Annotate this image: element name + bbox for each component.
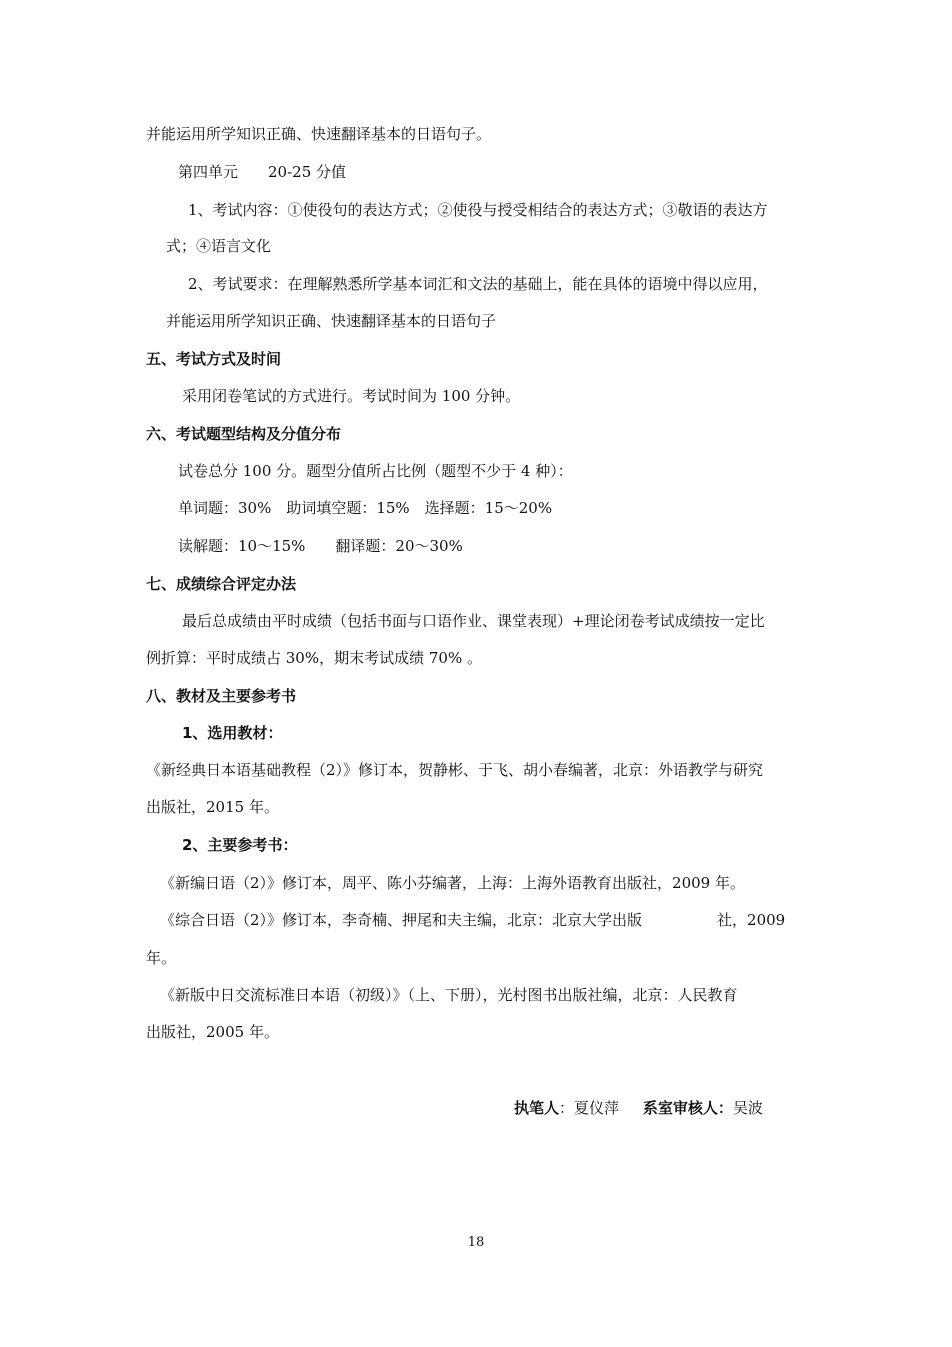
text-line: 《新经典日本语基础教程（2）》修订本，贺静彬、于飞、胡小春编著，北京：外语教学与研究 <box>146 761 764 779</box>
text-line: 《综合日语（2）》修订本，李奇楠、押尾和夫主编，北京：北京大学出版 社，2009 <box>160 911 786 929</box>
text-line: 读解题：10～15% 翻译题：20～30% <box>178 537 463 555</box>
author-label: 执笔人 <box>514 1099 560 1117</box>
text-line: 单词题：30% 助词填空题：15% 选择题：15～20% <box>178 499 553 517</box>
page-number: 18 <box>467 1235 485 1250</box>
text-line: 并能运用所学知识正确、快速翻译基本的日语句子。 <box>146 125 492 143</box>
text-line: 《新编日语（2）》修订本，周平、陈小芬编著，上海：上海外语教育出版社，2009 年。 <box>160 874 745 892</box>
author-name: ：夏仪萍 <box>559 1099 620 1117</box>
reviewer-name: 吴波 <box>732 1099 763 1117</box>
text-line: 年。 <box>146 949 177 967</box>
unit-title: 第四单元 20-25 分值 <box>178 163 347 181</box>
section-heading: 八、教材及主要参考书 <box>146 687 297 705</box>
text-line: 出版社，2005 年。 <box>146 1023 279 1041</box>
subsection-heading: 1、选用教材： <box>182 724 283 742</box>
text-line: 出版社，2015 年。 <box>146 798 279 816</box>
text-line: 试卷总分 100 分。题型分值所占比例（题型不少于 4 种）： <box>178 462 573 480</box>
text-line: 采用闭卷笔试的方式进行。考试时间为 100 分钟。 <box>182 387 521 405</box>
subsection-heading: 2、主要参考书： <box>182 836 298 854</box>
text-line: 2、考试要求：在理解熟悉所学基本词汇和文法的基础上，能在具体的语境中得以应用， <box>188 275 768 293</box>
section-heading: 六、考试题型结构及分值分布 <box>146 425 342 443</box>
signature-line <box>514 1098 763 1118</box>
text-line: 例折算：平时成绩占 30%，期末考试成绩 70% 。 <box>146 649 482 667</box>
reviewer-label: 系室审核人： <box>642 1099 733 1117</box>
section-heading: 七、成绩综合评定办法 <box>146 575 297 593</box>
text-line: 1、考试内容：①使役句的表达方式；②使役与授受相结合的表达方式；③敬语的表达方 <box>188 201 768 219</box>
text-line: 《新版中日交流标准日本语（初级）》（上、下册），光村图书出版社编，北京：人民教育 <box>160 986 738 1004</box>
text-line: 最后总成绩由平时成绩（包括书面与口语作业、课堂表现）+理论闭卷考试成绩按一定比 <box>182 612 765 630</box>
text-line: 式；④语言文化 <box>166 237 272 255</box>
text-line: 并能运用所学知识正确、快速翻译基本的日语句子 <box>166 312 497 330</box>
section-heading: 五、考试方式及时间 <box>146 350 282 368</box>
